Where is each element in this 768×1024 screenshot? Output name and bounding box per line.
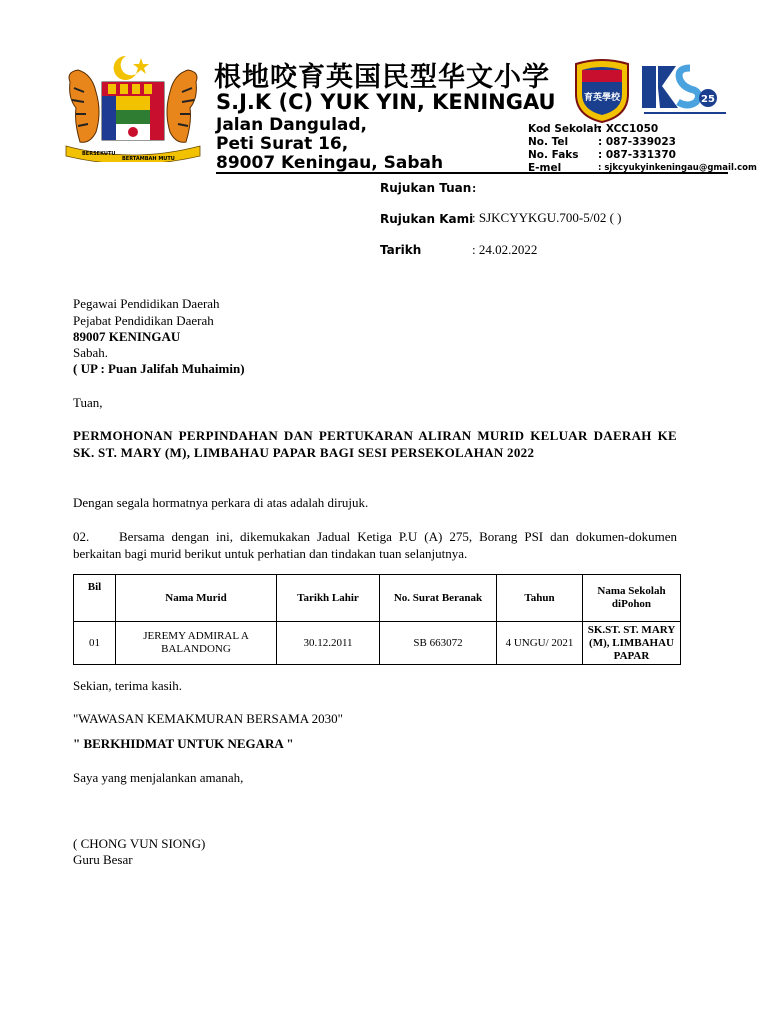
contact-label-tel: No. Tel <box>528 136 569 148</box>
closing-trust: Saya yang menjalankan amanah, <box>73 770 244 785</box>
ref-label-rujukan-tuan: Rujukan Tuan <box>380 181 472 195</box>
contact-value-email: : sjkcyukyinkeningau@gmail.com <box>598 163 757 173</box>
header-nama-murid: Nama Murid <box>116 575 277 622</box>
recipient-line-4: Sabah. <box>73 345 109 360</box>
motto-berkhidmat: " BERKHIDMAT UNTUK NEGARA " <box>73 736 294 751</box>
school-name-chinese: 根地咬育英国民型华文小学 <box>214 62 550 92</box>
address-line-1: Jalan Dangulad, <box>216 115 367 135</box>
school-name: S.J.K (C) YUK YIN, KENINGAU <box>216 90 556 114</box>
signatory-name: ( CHONG VUN SIONG) <box>73 836 206 851</box>
signatory-title: Guru Besar <box>73 852 133 867</box>
paragraph-text: Bersama dengan ini, dikemukakan Jadual Ketiga P.U (A) 275, Borang PSI dan dokumen-dokumen berkaitan bagi murid berikut untuk perhatian dan tindakan tuan selanjutnya. <box>73 529 677 561</box>
svg-text:BERTAMBAH MUTU: BERTAMBAH MUTU <box>122 156 175 162</box>
cell-no-surat-beranak: SB 663072 <box>380 622 497 665</box>
contact-value-kod-sekolah: : XCC1050 <box>598 123 659 135</box>
svg-text:育英學校: 育英學校 <box>583 93 621 103</box>
contact-value-faks: : 087-331370 <box>598 149 676 161</box>
svg-text:BERSEKUTU: BERSEKUTU <box>82 151 116 157</box>
address-line-3: 89007 Keningau, Sabah <box>216 153 444 173</box>
student-table <box>73 574 681 665</box>
ref-label-tarikh: Tarikh <box>380 243 422 257</box>
header-bil: Bil <box>74 575 116 622</box>
ref-value-tarikh: : 24.02.2022 <box>472 242 538 257</box>
header-no-surat-beranak: No. Surat Beranak <box>380 575 497 622</box>
letter-subject: PERMOHONAN PERPINDAHAN DAN PERTUKARAN ALIRAN MURID KELUAR DAERAH KE SK. ST. MARY (M), LIMBAHAU PAPAR BAGI SESI PERSEKOLAHAN 2022 <box>73 428 677 460</box>
cell-nama-sekolah: SK.ST. ST. MARY (M), LIMBAHAU PAPAR <box>583 622 681 665</box>
table-row <box>74 622 681 665</box>
header-nama-sekolah: Nama Sekolah diPohon <box>583 575 681 622</box>
intro-paragraph: Dengan segala hormatnya perkara di atas adalah dirujuk. <box>73 495 369 510</box>
cell-tarikh-lahir: 30.12.2011 <box>277 622 380 665</box>
closing-thanks: Sekian, terima kasih. <box>73 678 183 693</box>
ks-25-logo <box>636 58 732 118</box>
paragraph-number: 02. <box>73 529 90 544</box>
header-tahun: Tahun <box>497 575 583 622</box>
ref-value-rujukan-kami: : SJKCYYKGU.700-5/02 ( ) <box>472 210 622 225</box>
ref-value-rujukan-tuan: : <box>472 180 477 195</box>
header-tarikh-lahir: Tarikh Lahir <box>277 575 380 622</box>
motto-wawasan: "WAWASAN KEMAKMURAN BERSAMA 2030" <box>73 711 343 726</box>
cell-bil: 01 <box>74 622 116 665</box>
contact-value-tel: : 087-339023 <box>598 136 676 148</box>
table-header-row <box>74 575 681 622</box>
svg-text:25: 25 <box>701 94 715 105</box>
cell-nama-murid: JEREMY ADMIRAL A BALANDONG <box>116 622 277 665</box>
salutation: Tuan, <box>73 395 103 410</box>
ref-label-rujukan-kami: Rujukan Kami <box>380 212 474 226</box>
contact-label-email: E-mel <box>528 162 562 174</box>
school-crest-logo <box>572 58 632 124</box>
contact-label-faks: No. Faks <box>528 149 579 161</box>
contact-label-kod-sekolah: Kod Sekolah <box>528 123 602 135</box>
recipient-line-3: 89007 KENINGAU <box>73 329 181 344</box>
letterhead-divider <box>216 172 728 174</box>
address-line-2: Peti Surat 16, <box>216 134 349 154</box>
paragraph-02 <box>73 528 677 562</box>
cell-tahun: 4 UNGU/ 2021 <box>497 622 583 665</box>
recipient-attention: ( UP : Puan Jalifah Muhaimin) <box>73 361 245 376</box>
recipient-line-2: Pejabat Pendidikan Daerah <box>73 313 214 328</box>
malaysia-coat-of-arms-logo <box>62 52 204 162</box>
recipient-line-1: Pegawai Pendidikan Daerah <box>73 296 220 311</box>
